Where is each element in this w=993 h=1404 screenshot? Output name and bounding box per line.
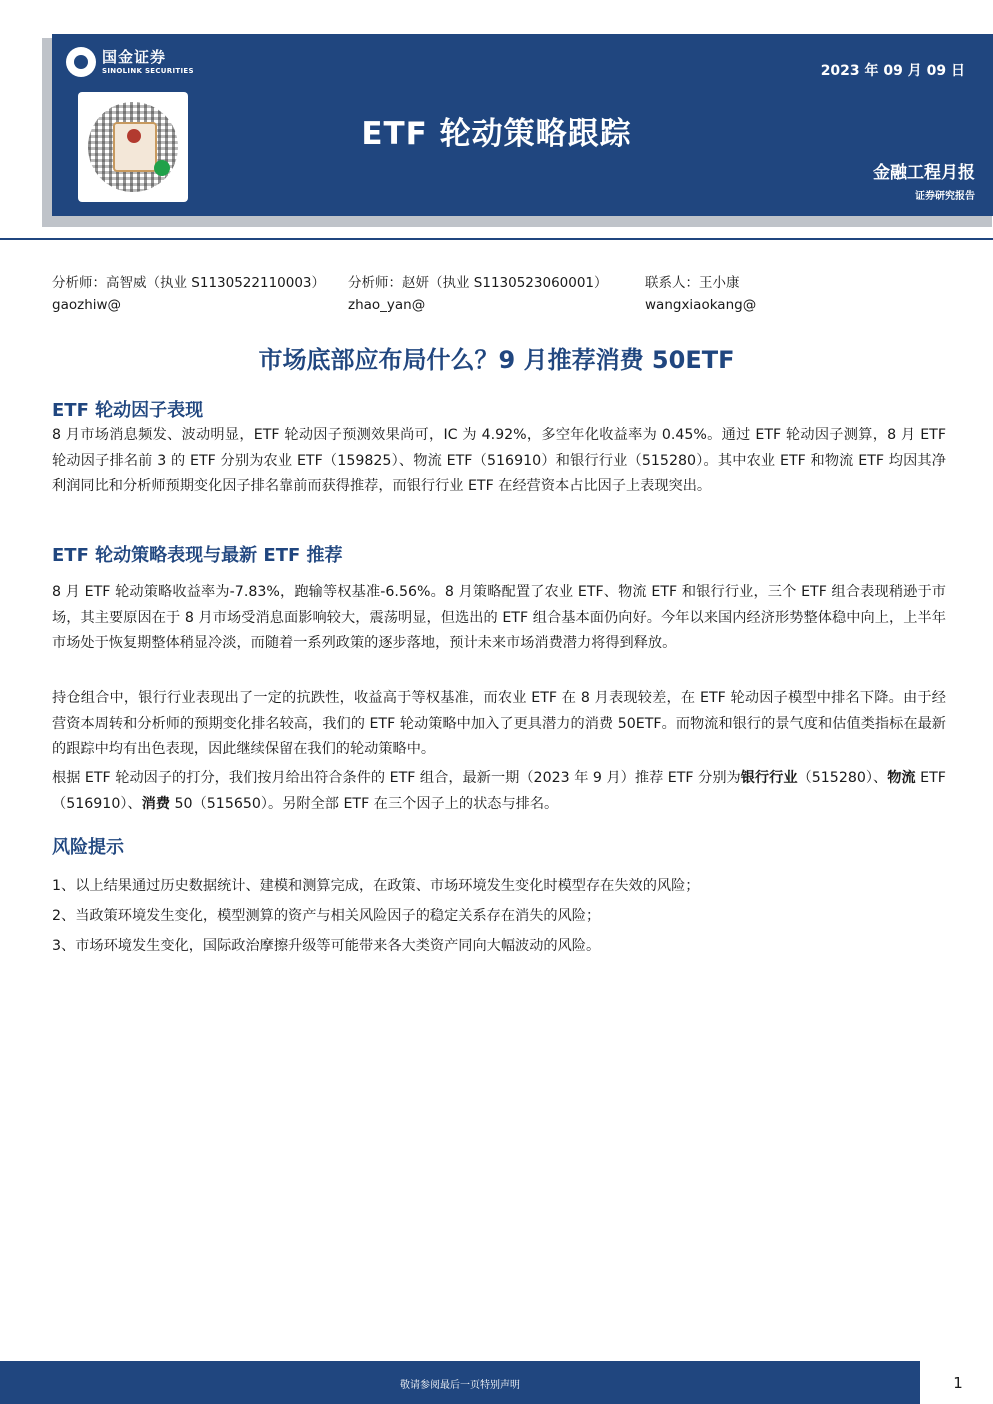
p3-text-d: ETF（516910）、 [52,770,946,812]
mini-program-icon [154,160,170,176]
analyst-1-name: 分析师：高智威（执业 S1130522110003） [52,275,326,291]
page-number: 1 [953,1374,963,1392]
logo-mark-icon [66,47,96,77]
contact-email: wangxiaokang@ [645,297,757,313]
main-title: 市场底部应布局什么？9 月推荐消费 50ETF [258,346,735,374]
p3-text-e: 50（515650）。另附全部 ETF 在三个因子上的状态与排名。 [170,795,559,812]
factor-paragraph: 8 月市场消息频发、波动明显，ETF 轮动因子预测效果尚可，IC 为 4.92%，多空年化收益率为 0.45%。通过 ETF 轮动因子测算，8 月 ETF 轮动因子排名前 3 的 ETF 分别为农业 ETF（159825）、物流 ETF（516910）和银行行业（515280）。其中农业 ETF 和物流 ETF 均因其净利润同比和分析师预期变化因子排名靠前而获得推荐，而银行行业 ETF 在经营资本占比因子上表现突出。 [52,427,946,495]
footer-disclaimer: 敬请参阅最后一页特别声明 [400,1380,520,1391]
contact [645,272,756,316]
strategy-paragraph-1: 8 月 ETF 轮动策略收益率为-7.83%，跑输等权基准-6.56%。8 月策略配置了农业 ETF、物流 ETF 和银行行业，三个 ETF 组合表现稍逊于市场，其主要原因在于 8 月市场受消息面影响较大，震荡明显，但选出的 ETF 组合基本面仍向好。今年以来国内经济形势整体稳中向上，上半年市场处于恢复期整体稍显冷淡，而随着一系列政策的逐步落地，预计未来市场消费潜力将得到释放。 [52,584,946,652]
analyst-2 [348,272,608,316]
analyst-1 [52,272,325,316]
analyst-2-name: 分析师：赵妍（执业 S1130523060001） [348,275,608,291]
p3-text-a: 根据 ETF 轮动因子的打分，我们按月给出符合条件的 ETF 组合，最新一期（2023 年 9 月）推荐 ETF 分别为 [52,770,741,786]
risk-item-2: 2、当政策环境发生变化，模型测算的资产与相关风险因子的稳定关系存在消失的风险； [52,908,601,924]
risk-item-1: 1、以上结果通过历史数据统计、建模和测算完成，在政策、市场环境发生变化时模型存在失效的风险； [52,878,700,894]
logo-cn: 国金证券 [102,47,167,66]
report-type: 金融工程月报 [873,163,975,183]
p3-text-c: （515280）、 [797,770,888,786]
analyst-2-email: zhao_yan@ [348,297,426,313]
p3-bold-bank: 银行行业 [740,770,798,786]
report-date: 2023 年 09 月 09 日 [820,63,965,79]
section-heading-factor: ETF 轮动因子表现 [52,400,204,421]
company-logo [66,44,194,80]
report-title: ETF 轮动策略跟踪 [361,116,632,152]
section-heading-strategy: ETF 轮动策略表现与最新 ETF 推荐 [52,545,343,566]
strategy-paragraph-2: 持仓组合中，银行行业表现出了一定的抗跌性，收益高于等权基准，而农业 ETF 在 8 月表现较差，在 ETF 轮动因子模型中排名下降。由于经营资本周转和分析师的预期变化排名较高，我们的 ETF 轮动策略中加入了更具潜力的消费 50ETF。而物流和银行的景气度和估值类指标在最新的跟踪中均有出色表现，因此继续保留在我们的轮动策略中。 [52,690,946,758]
header-divider [0,238,993,240]
logo-en: SINOLINK SECURITIES [102,66,194,75]
analyst-1-email: gaozhiw@ [52,297,122,313]
contact-name: 联系人：王小康 [645,275,740,291]
report-subtype: 证券研究报告 [915,191,975,202]
section-heading-risk: 风险提示 [52,837,124,858]
strategy-paragraph-3 [52,766,946,817]
risk-item-3: 3、市场环境发生变化，国际政治摩擦升级等可能带来各大类资产同向大幅波动的风险。 [52,938,601,954]
p3-bold-logistics: 物流 [887,770,916,786]
p3-bold-consumer: 消费 [141,795,171,812]
